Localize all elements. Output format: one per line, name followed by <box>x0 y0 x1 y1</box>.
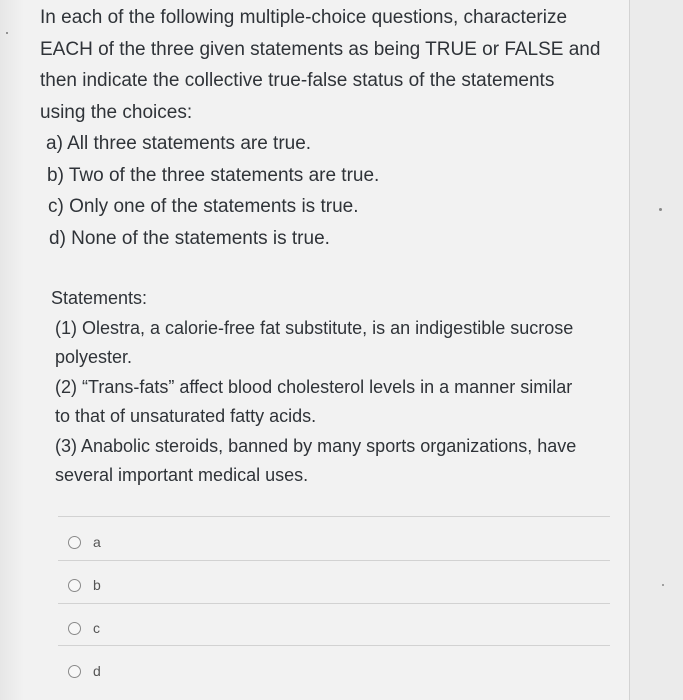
prompt-line: using the choices: <box>40 101 193 123</box>
margin-mark <box>6 32 8 34</box>
choice-legend-item: d) None of the statements is true. <box>49 227 330 249</box>
statement-line: to that of unsaturated fatty acids. <box>55 406 317 426</box>
divider <box>58 516 610 517</box>
answer-option-a[interactable] <box>68 532 101 552</box>
divider <box>58 603 610 604</box>
radio-button-c[interactable] <box>68 622 81 635</box>
question-prompt <box>40 2 640 128</box>
statement-line: several important medical uses. <box>55 465 309 485</box>
prompt-line: In each of the following multiple-choice questions, characterize <box>40 7 568 28</box>
statements-heading: Statements: <box>51 288 148 308</box>
answer-option-label: b <box>93 577 101 593</box>
divider <box>58 645 610 646</box>
choice-legend <box>46 128 379 254</box>
choice-legend-item: c) Only one of the statements is true. <box>48 196 359 218</box>
page-speck <box>659 208 662 211</box>
answer-option-label: d <box>93 663 101 679</box>
answer-option-label: a <box>93 534 101 550</box>
answer-option-b[interactable] <box>68 575 101 595</box>
answer-option-c[interactable] <box>68 618 100 638</box>
choice-legend-item: a) All three statements are true. <box>46 133 312 154</box>
choice-legend-item: b) Two of the three statements are true. <box>47 164 380 186</box>
divider <box>58 560 610 561</box>
prompt-line: then indicate the collective true-false status of the statements <box>40 70 555 92</box>
radio-button-a[interactable] <box>68 536 81 549</box>
answer-option-d[interactable] <box>68 661 101 681</box>
radio-button-b[interactable] <box>68 579 81 592</box>
statement-line: polyester. <box>55 347 133 367</box>
statement-line: (2) “Trans-fats” affect blood cholesterol levels in a manner similar <box>55 376 573 397</box>
page-speck <box>662 584 664 586</box>
statement-line: (3) Anabolic steroids, banned by many sports organizations, have <box>55 435 577 456</box>
radio-button-d[interactable] <box>68 665 81 678</box>
answer-option-label: c <box>93 620 100 636</box>
statement-line: (1) Olestra, a calorie-free fat substitute, is an indigestible sucrose <box>55 317 574 338</box>
statements-block <box>51 284 631 491</box>
prompt-line: EACH of the three given statements as being TRUE or FALSE and <box>40 38 601 60</box>
